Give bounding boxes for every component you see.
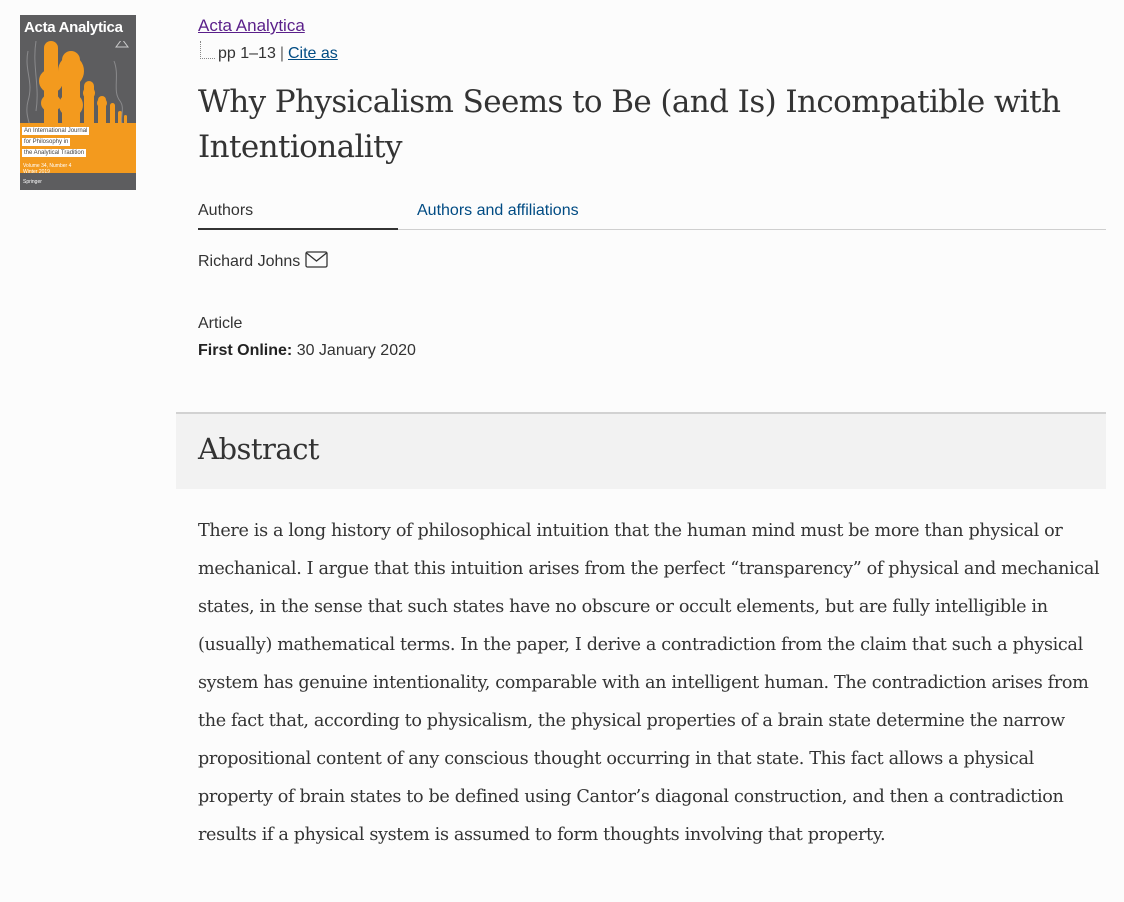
- cover-title: Acta Analytica: [24, 19, 123, 36]
- abstract-section-header: [176, 412, 1106, 489]
- article-title: Why Physicalism Seems to Be (and Is) Incompatible with Intentionality: [198, 84, 1061, 165]
- first-online: [198, 342, 416, 360]
- tab-authors-and-affiliations[interactable]: Authors and affiliations: [417, 202, 579, 219]
- cover-subtitle-line: An International Journal: [24, 128, 88, 134]
- cover-subtitle-line: for Philosophy in: [24, 139, 69, 145]
- journal-cover-image[interactable]: [20, 15, 136, 190]
- cover-artwork: [20, 41, 136, 131]
- page-range-line: [218, 45, 338, 63]
- cover-volume-text: Volume 34, Number 4: [23, 163, 72, 169]
- abstract-text: There is a long history of philosophical intuition that the human mind must be more than physical or mechanical. I argue that this intuition arises from the perfect “transparency” of physical and mechanical states, in the sense that such states have no obscure or occult elements, but are fully intelligible in (usually) mathematical terms. In the paper, I derive a contradiction from the claim that such a physical system has genuine intentionality, comparable with an intelligent human. The contradiction arises from the fact that, according to physicalism, the physical properties of a brain state determine the narrow propositional content of any conscious thought occurring in that state. This fact allows a physical property of brain states to be defined using Cantor’s diagonal construction, and then a contradiction results if a physical system is assumed to form thoughts involving that property.: [198, 521, 1100, 845]
- cover-publisher: Springer: [23, 179, 42, 185]
- journal-link[interactable]: Acta Analytica: [198, 16, 305, 35]
- page-range: pp 1–13: [218, 45, 276, 62]
- author-tabs: [198, 198, 1106, 230]
- cite-as-link[interactable]: Cite as: [288, 45, 338, 62]
- author-name[interactable]: Richard Johns: [198, 253, 301, 270]
- mail-icon[interactable]: [305, 250, 329, 270]
- first-online-date: 30 January 2020: [296, 342, 416, 359]
- cover-subtitle-line: the Analytical Tradition: [24, 150, 85, 156]
- abstract-heading: Abstract: [198, 432, 320, 466]
- first-online-label: First Online:: [198, 342, 293, 359]
- cover-volume: [23, 163, 71, 175]
- separator: |: [279, 45, 284, 62]
- tab-authors[interactable]: Authors: [198, 202, 398, 230]
- cover-issue-date: Winter 2019: [23, 169, 50, 175]
- tree-connector: [200, 41, 215, 59]
- article-type: Article: [198, 315, 243, 332]
